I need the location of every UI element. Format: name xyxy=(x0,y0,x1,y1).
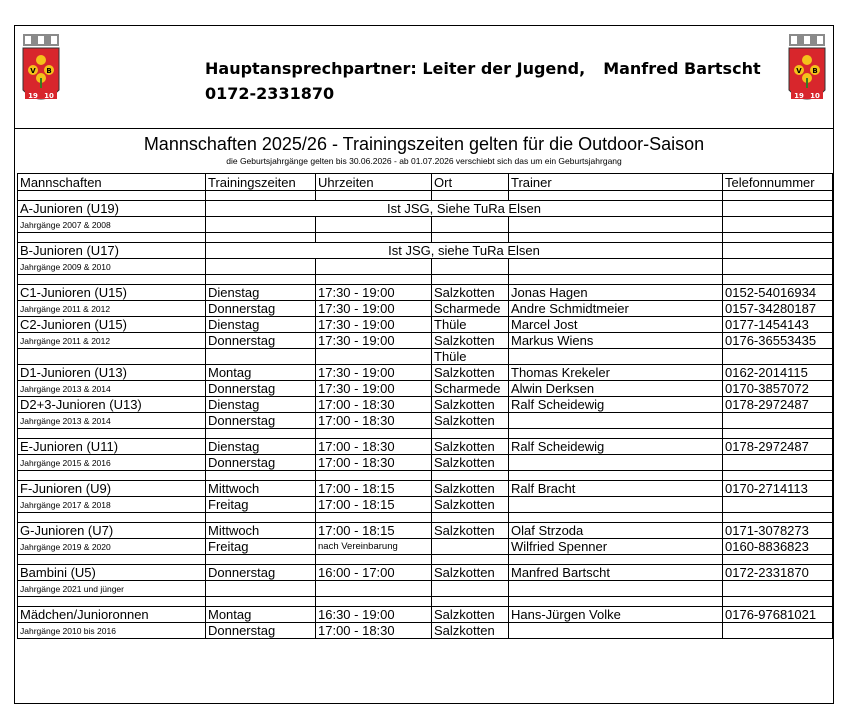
table-row xyxy=(18,333,833,349)
training-day: Donnerstag xyxy=(206,333,316,349)
empty-cell xyxy=(316,471,432,481)
birth-years: Jahrgänge 2007 & 2008 xyxy=(18,217,206,233)
training-time: 16:00 - 17:00 xyxy=(316,565,432,581)
empty-cell xyxy=(18,597,206,607)
svg-text:19: 19 xyxy=(794,92,804,100)
training-time: 17:30 - 19:00 xyxy=(316,285,432,301)
empty-cell xyxy=(316,191,432,201)
table-row xyxy=(18,349,833,365)
team-name: Mädchen/Junioronnen xyxy=(18,607,206,623)
table-row xyxy=(18,581,833,597)
trainer-name: Ralf Bracht xyxy=(509,481,723,497)
training-place: Scharmede xyxy=(432,381,509,397)
empty-cell xyxy=(432,217,509,233)
empty-cell xyxy=(206,259,316,275)
training-time: 17:00 - 18:30 xyxy=(316,413,432,429)
empty-cell xyxy=(509,191,723,201)
empty-cell xyxy=(509,429,723,439)
trainer-name xyxy=(509,623,723,639)
empty-cell xyxy=(316,217,432,233)
empty-cell xyxy=(316,275,432,285)
column-header: Uhrzeiten xyxy=(316,174,432,191)
training-time: 17:00 - 18:30 xyxy=(316,455,432,471)
training-time: 17:00 - 18:30 xyxy=(316,623,432,639)
birth-years: Jahrgänge 2013 & 2014 xyxy=(18,413,206,429)
table-row xyxy=(18,539,833,555)
phone-number: 0176-36553435 xyxy=(723,333,833,349)
table-row xyxy=(18,471,833,481)
table-row xyxy=(18,623,833,639)
birth-years: Jahrgänge 2011 & 2012 xyxy=(18,301,206,317)
training-day: Donnerstag xyxy=(206,565,316,581)
table-row xyxy=(18,497,833,513)
empty-cell xyxy=(206,597,316,607)
empty-cell xyxy=(723,191,833,201)
empty-cell xyxy=(723,555,833,565)
contact-block xyxy=(205,56,761,106)
trainer-name: Jonas Hagen xyxy=(509,285,723,301)
birth-years: Jahrgänge 2009 & 2010 xyxy=(18,259,206,275)
training-time: nach Vereinbarung xyxy=(316,539,432,555)
phone-number xyxy=(723,349,833,365)
team-name xyxy=(18,349,206,365)
svg-text:B: B xyxy=(46,67,52,75)
team-name: B-Junioren (U17) xyxy=(18,243,206,259)
trainer-name xyxy=(509,455,723,471)
empty-cell xyxy=(723,429,833,439)
table-row xyxy=(18,317,833,333)
table-row xyxy=(18,439,833,455)
table-row xyxy=(18,285,833,301)
training-time: 17:30 - 19:00 xyxy=(316,365,432,381)
training-place: Salzkotten xyxy=(432,455,509,471)
trainer-name: Wilfried Spenner xyxy=(509,539,723,555)
team-name: D2+3-Junioren (U13) xyxy=(18,397,206,413)
training-day: Montag xyxy=(206,607,316,623)
trainer-name: Andre Schmidtmeier xyxy=(509,301,723,317)
empty-cell xyxy=(316,513,432,523)
table-row xyxy=(18,259,833,275)
training-time: 17:00 - 18:15 xyxy=(316,481,432,497)
header-box xyxy=(14,25,834,129)
phone-number xyxy=(723,455,833,471)
phone-number xyxy=(723,581,833,597)
schedule-section xyxy=(14,129,834,704)
team-name: D1-Junioren (U13) xyxy=(18,365,206,381)
training-day: Dienstag xyxy=(206,317,316,333)
phone-number: 0177-1454143 xyxy=(723,317,833,333)
contact-phone: 0172-2331870 xyxy=(205,84,335,103)
birth-years: Jahrgänge 2015 & 2016 xyxy=(18,455,206,471)
empty-cell xyxy=(18,191,206,201)
training-time: 17:00 - 18:30 xyxy=(316,439,432,455)
empty-cell xyxy=(316,597,432,607)
table-header-row xyxy=(18,174,833,191)
empty-cell xyxy=(509,597,723,607)
contact-label: Hauptansprechpartner: Leiter der Jugend, xyxy=(205,59,586,78)
table-row xyxy=(18,429,833,439)
birth-years: Jahrgänge 2017 & 2018 xyxy=(18,497,206,513)
empty-cell xyxy=(509,275,723,285)
training-time xyxy=(316,349,432,365)
empty-cell xyxy=(432,597,509,607)
team-name: Bambini (U5) xyxy=(18,565,206,581)
empty-cell xyxy=(509,233,723,243)
svg-text:V: V xyxy=(796,67,802,75)
empty-cell xyxy=(432,233,509,243)
trainer-name: Manfred Bartscht xyxy=(509,565,723,581)
training-day xyxy=(206,581,316,597)
empty-cell xyxy=(432,513,509,523)
trainer-name: Hans-Jürgen Volke xyxy=(509,607,723,623)
empty-cell xyxy=(18,275,206,285)
table-row xyxy=(18,523,833,539)
training-time: 17:30 - 19:00 xyxy=(316,381,432,397)
empty-cell xyxy=(432,275,509,285)
training-place: Salzkotten xyxy=(432,333,509,349)
club-crest-logo-left xyxy=(21,34,61,116)
empty-cell xyxy=(432,259,509,275)
empty-cell xyxy=(206,429,316,439)
training-place xyxy=(432,539,509,555)
empty-cell xyxy=(316,429,432,439)
empty-cell xyxy=(18,555,206,565)
phone-number: 0172-2331870 xyxy=(723,565,833,581)
column-header: Ort xyxy=(432,174,509,191)
empty-cell xyxy=(432,471,509,481)
trainer-name: Olaf Strzoda xyxy=(509,523,723,539)
empty-cell xyxy=(18,513,206,523)
table-row xyxy=(18,481,833,497)
column-header: Trainer xyxy=(509,174,723,191)
table-row xyxy=(18,607,833,623)
team-name: C2-Junioren (U15) xyxy=(18,317,206,333)
table-row xyxy=(18,555,833,565)
training-time: 17:00 - 18:15 xyxy=(316,497,432,513)
empty-cell xyxy=(206,471,316,481)
table-row xyxy=(18,365,833,381)
empty-cell xyxy=(509,259,723,275)
svg-text:B: B xyxy=(812,67,818,75)
empty-cell xyxy=(723,217,833,233)
phone-number: 0170-3857072 xyxy=(723,381,833,397)
svg-text:V: V xyxy=(30,67,36,75)
jsg-note: Ist JSG, siehe TuRa Elsen xyxy=(206,243,723,259)
training-place: Salzkotten xyxy=(432,481,509,497)
training-time: 17:30 - 19:00 xyxy=(316,317,432,333)
team-name: C1-Junioren (U15) xyxy=(18,285,206,301)
trainer-name: Marcel Jost xyxy=(509,317,723,333)
page-title: Mannschaften 2025/26 - Trainingszeiten gelten für die Outdoor-Saison xyxy=(143,134,705,154)
training-day: Donnerstag xyxy=(206,381,316,397)
table-row xyxy=(18,455,833,471)
jsg-note: Ist JSG, Siehe TuRa Elsen xyxy=(206,201,723,217)
training-time: 16:30 - 19:00 xyxy=(316,607,432,623)
phone-number: 0152-54016934 xyxy=(723,285,833,301)
page-subtitle: die Geburtsjahrgänge gelten bis 30.06.2026 - ab 01.07.2026 verschiebt sich das um ein Geburtsjahrgang xyxy=(226,156,622,166)
empty-cell xyxy=(509,471,723,481)
empty-cell xyxy=(723,275,833,285)
training-day: Dienstag xyxy=(206,439,316,455)
training-place: Salzkotten xyxy=(432,565,509,581)
training-day xyxy=(206,349,316,365)
training-place: Salzkotten xyxy=(432,397,509,413)
trainer-name xyxy=(509,581,723,597)
phone-number xyxy=(723,497,833,513)
empty-cell xyxy=(316,555,432,565)
table-row xyxy=(18,301,833,317)
column-header: Trainingszeiten xyxy=(206,174,316,191)
phone-number xyxy=(723,623,833,639)
birth-years: Jahrgänge 2013 & 2014 xyxy=(18,381,206,397)
training-day: Dienstag xyxy=(206,285,316,301)
empty-cell xyxy=(18,429,206,439)
trainer-name xyxy=(509,497,723,513)
table-row xyxy=(18,217,833,233)
table-row xyxy=(18,233,833,243)
svg-text:10: 10 xyxy=(44,92,54,100)
training-day: Donnerstag xyxy=(206,413,316,429)
empty-cell xyxy=(723,259,833,275)
trainer-name: Markus Wiens xyxy=(509,333,723,349)
training-time: 17:00 - 18:15 xyxy=(316,523,432,539)
training-time: 17:30 - 19:00 xyxy=(316,333,432,349)
team-name: F-Junioren (U9) xyxy=(18,481,206,497)
phone-number: 0178-2972487 xyxy=(723,439,833,455)
schedule-table xyxy=(17,173,833,639)
training-place: Salzkotten xyxy=(432,413,509,429)
phone-number: 0176-97681021 xyxy=(723,607,833,623)
training-time: 17:00 - 18:30 xyxy=(316,397,432,413)
training-day: Mittwoch xyxy=(206,523,316,539)
empty-cell xyxy=(509,555,723,565)
training-day: Dienstag xyxy=(206,397,316,413)
training-place: Scharmede xyxy=(432,301,509,317)
training-time: 17:30 - 19:00 xyxy=(316,301,432,317)
trainer-name: Thomas Krekeler xyxy=(509,365,723,381)
training-place: Salzkotten xyxy=(432,523,509,539)
empty-cell xyxy=(509,217,723,233)
birth-years: Jahrgänge 2019 & 2020 xyxy=(18,539,206,555)
phone-number: 0178-2972487 xyxy=(723,397,833,413)
empty-cell xyxy=(206,555,316,565)
empty-cell xyxy=(723,243,833,259)
empty-cell xyxy=(432,191,509,201)
phone-number xyxy=(723,413,833,429)
table-row xyxy=(18,201,833,217)
table-row xyxy=(18,243,833,259)
phone-number: 0170-2714113 xyxy=(723,481,833,497)
column-header: Mannschaften xyxy=(18,174,206,191)
training-day: Donnerstag xyxy=(206,455,316,471)
empty-cell xyxy=(432,555,509,565)
training-day: Mittwoch xyxy=(206,481,316,497)
team-name: G-Junioren (U7) xyxy=(18,523,206,539)
table-row xyxy=(18,397,833,413)
trainer-name xyxy=(509,349,723,365)
training-place: Salzkotten xyxy=(432,623,509,639)
table-row xyxy=(18,381,833,397)
training-place: Salzkotten xyxy=(432,607,509,623)
svg-text:10: 10 xyxy=(810,92,820,100)
training-place: Salzkotten xyxy=(432,365,509,381)
empty-cell xyxy=(316,259,432,275)
training-place: Thüle xyxy=(432,317,509,333)
empty-cell xyxy=(18,471,206,481)
trainer-name: Alwin Derksen xyxy=(509,381,723,397)
training-place: Salzkotten xyxy=(432,439,509,455)
empty-cell xyxy=(723,597,833,607)
empty-cell xyxy=(206,513,316,523)
birth-years: Jahrgänge 2010 bis 2016 xyxy=(18,623,206,639)
phone-number: 0162-2014115 xyxy=(723,365,833,381)
training-place: Salzkotten xyxy=(432,285,509,301)
team-name: E-Junioren (U11) xyxy=(18,439,206,455)
empty-cell xyxy=(723,513,833,523)
trainer-name xyxy=(509,413,723,429)
empty-cell xyxy=(723,233,833,243)
training-day: Montag xyxy=(206,365,316,381)
empty-cell xyxy=(509,513,723,523)
training-place xyxy=(432,581,509,597)
trainer-name: Ralf Scheidewig xyxy=(509,397,723,413)
column-header: Telefonnummer xyxy=(723,174,833,191)
empty-cell xyxy=(206,275,316,285)
table-row xyxy=(18,565,833,581)
empty-cell xyxy=(206,191,316,201)
table-row xyxy=(18,413,833,429)
birth-years: Jahrgänge 2011 & 2012 xyxy=(18,333,206,349)
table-row xyxy=(18,597,833,607)
training-place: Salzkotten xyxy=(432,497,509,513)
empty-cell xyxy=(723,471,833,481)
phone-number: 0160-8836823 xyxy=(723,539,833,555)
team-name: A-Junioren (U19) xyxy=(18,201,206,217)
contact-name: Manfred Bartscht xyxy=(603,59,761,78)
empty-cell xyxy=(206,217,316,233)
empty-cell xyxy=(18,233,206,243)
training-day: Donnerstag xyxy=(206,623,316,639)
training-place: Thüle xyxy=(432,349,509,365)
svg-text:19: 19 xyxy=(28,92,38,100)
table-row xyxy=(18,191,833,201)
training-day: Freitag xyxy=(206,539,316,555)
table-row xyxy=(18,513,833,523)
table-row xyxy=(18,275,833,285)
empty-cell xyxy=(206,233,316,243)
empty-cell xyxy=(723,201,833,217)
empty-cell xyxy=(316,233,432,243)
phone-number: 0157-34280187 xyxy=(723,301,833,317)
empty-cell xyxy=(432,429,509,439)
training-time xyxy=(316,581,432,597)
club-crest-logo-right xyxy=(787,34,827,116)
trainer-name: Ralf Scheidewig xyxy=(509,439,723,455)
training-day: Donnerstag xyxy=(206,301,316,317)
birth-years: Jahrgänge 2021 und jünger xyxy=(18,581,206,597)
phone-number: 0171-3078273 xyxy=(723,523,833,539)
training-day: Freitag xyxy=(206,497,316,513)
